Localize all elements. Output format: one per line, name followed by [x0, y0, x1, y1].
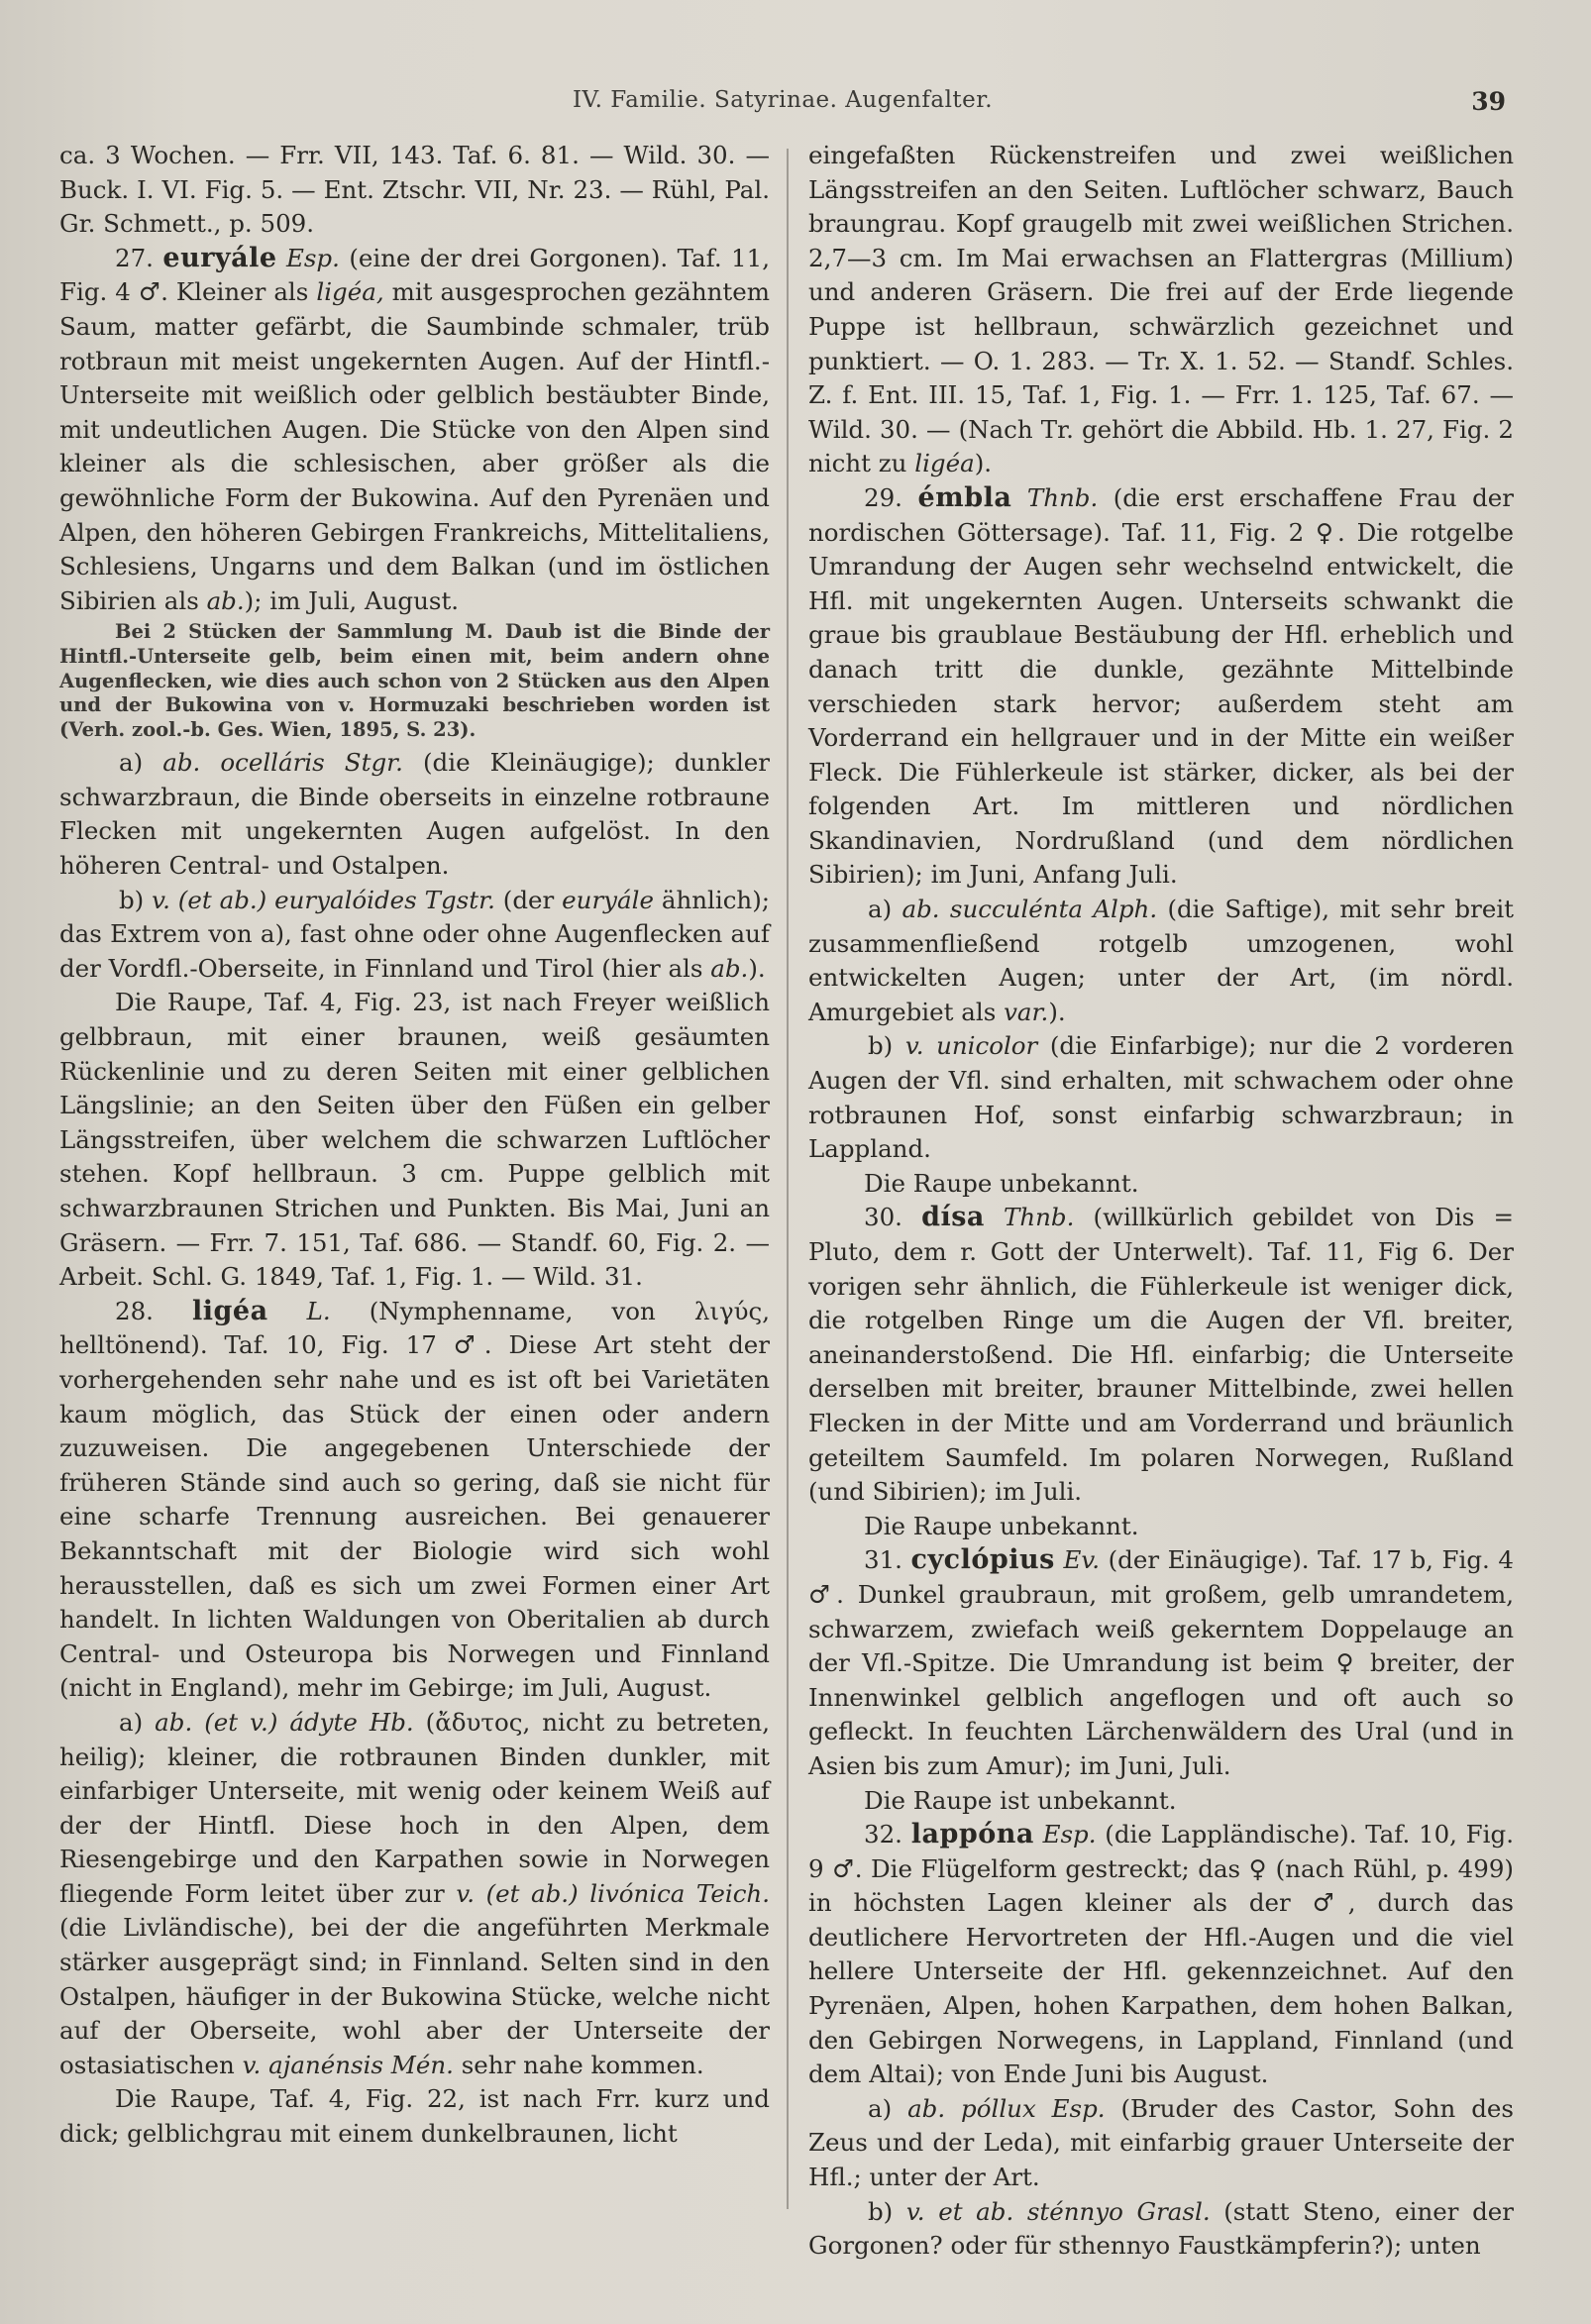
variety-name: ab. succulénta Alph.	[902, 895, 1158, 924]
entry-text: (der Einäugige). Taf. 17 b, Fig. 4 ♂. Dunkel graubraun, mit großem, gelb umrandetem, schwarzem, zwiefach weiß gekerntem Doppelauge an der Vfl.-Spitze. Die Umrandung ist beim ♀ breiter, der Innenwinkel gelblich angeflogen und oft auch so gefleckt. In feuchten Lärchenwäldern des Ural (und in Asien bis zum Amur); im Juni, Juli.	[808, 1545, 1514, 1780]
larva-paragraph: Die Raupe, Taf. 4, Fig. 22, ist nach Frr. kurz und dick; gelblichgrau mit einem dunkelbraunen, licht	[59, 2084, 770, 2149]
variety-b	[59, 884, 770, 987]
variety-name: ab. póllux Esp.	[907, 2093, 1106, 2123]
entry-text: eingefaßten Rückenstreifen und zwei weißlichen Längsstreifen an den Seiten. Luftlöcher schwarz, Bauch braungrau. Kopf graugelb mit zwei weißlichen Strichen. 2,7—3 cm. Im Mai erwachsen an Flattergras (Millium) und anderen Gräsern. Die frei auf der Erde liegende Puppe ist hellbraun, schwärzlich gezeichnet und punktiert. — O. 1. 283. — Tr. X. 1. 52. — Standf. Schles. Z. f. Ent. III. 15, Taf. 1, Fig. 1. — Frr. 1. 125, Taf. 67. — Wild. 30. — (Nach Tr. gehört die Abbild. Hb. 1. 27, Fig. 2 nicht zu	[808, 141, 1514, 478]
entry-text: (der	[494, 885, 563, 914]
species-name: lappóna	[910, 1819, 1034, 1850]
entry-text: sehr nahe kommen.	[453, 2050, 704, 2079]
footnote-small: Bei 2 Stücken der Sammlung M. Daub ist die Binde der Hintfl.-Unterseite gelb, beim einen mit, beim andern ohne Augenflecken, wie dies auch schon von 2 Stücken aus den Alpen und der Bukowina von v. Hormuzaki beschrieben worden ist (Verh. zool.-b. Ges. Wien, 1895, S. 23).	[59, 620, 770, 741]
species-name: dísa	[921, 1202, 985, 1233]
entry-text: (eine der drei Gorgonen). Taf. 11, Fig. 4 ♂. Kleiner als	[59, 243, 771, 307]
entry-text: (die Lappländische). Taf. 10, Fig. 9 ♂. Die Flügelform gestreckt; das ♀ (nach Rühl, p. 499) in höchsten Lagen kleiner als der ♂, durch das deutlichere Hervortreten der Hfl.-Augen und die viel hellere Unterseite der Hfl. gekennzeichnet. Auf den Pyrenäen, Alpen, hohen Karpathen, dem hohen Balkan, den Gebirgen Norwegens, in Lappland, Finnland (und dem Altai); von Ende Juni bis August.	[808, 1820, 1514, 2089]
column-divider	[787, 149, 789, 2209]
larva-paragraph: Die Raupe unbekannt.	[864, 1168, 1139, 1198]
entry-text: (die Einfarbige); nur die 2 vorderen Augen der Vfl. sind erhalten, mit schwachem oder ohne rotbraunen Hof, sonst einfarbig schwarzbraun; in Lappland.	[808, 1031, 1514, 1164]
entry-text: ).	[974, 449, 993, 478]
paragraph-continuation	[808, 139, 1514, 481]
variety-name: ab. ocelláris Stgr.	[162, 748, 403, 778]
entry-number: 29.	[864, 482, 902, 512]
variety-name: v. ajanénsis Mén.	[242, 2050, 454, 2079]
list-marker: a)	[119, 1707, 156, 1737]
variety-b	[808, 1029, 1514, 1166]
larva-paragraph: Die Raupe, Taf. 4, Fig. 23, ist nach Freyer weißlich gelbbraun, mit einer braunen, weiß gesäumten Rückenlinie und zu deren Seiten mit einer gelblichen Längslinie; an den Seiten über den Füßen ein gelber Längsstreifen, über welchem die schwarzen Luftlöcher stehen. Kopf hellbraun. 3 cm. Puppe gelblich mit schwarzbraunen Strichen und Punkten. Bis Mai, Juni an Gräsern. — Frr. 7. 151, Taf. 686. — Standf. 60, Fig. 2. — Arbeit. Schl. G. 1849, Taf. 1, Fig. 1. — Wild. 31.	[59, 988, 770, 1292]
entry-text: (Bruder des Castor, Sohn des Zeus und der Leda), mit einfarbig grauer Unterseite der Hfl.; unter der Art.	[808, 2093, 1514, 2192]
species-ref: euryále	[562, 885, 654, 914]
entry-number: 31.	[864, 1545, 902, 1575]
list-marker: b)	[868, 1031, 905, 1061]
larva-paragraph: Die Raupe unbekannt.	[864, 1511, 1139, 1540]
variety-a	[59, 746, 770, 883]
variety-a	[59, 1706, 770, 2083]
abbr-ab: ab.	[710, 953, 749, 983]
entry-text: (die erst erschaffene Frau der nordischen Göttersage). Taf. 11, Fig. 2 ♀. Die rotgelbe Umrandung der Augen sehr wechselnd entwickelt, die Hfl. mit ungekernten Augen. Unterseits schwankt die graue bis graublaue Bestäubung der Hfl. erheblich und danach tritt die dunkle, gezähnte Mittelbinde verschieden stark hervor; außerdem steht am Vorderrand ein hellgrauer und in der Mitte ein weißer Fleck. Die Fühlerkeule ist stärker, dicker, als bei der folgenden Art. Im mittleren und nördlichen Skandinavien, Nordrußland (und dem nördlichen Sibirien); im Juni, Anfang Juli.	[808, 482, 1514, 890]
entry-text: ).	[748, 953, 766, 983]
right-column	[808, 139, 1514, 2264]
abbr-var: var.	[1004, 997, 1049, 1026]
entry-text: ähnlich); das Extrem von a), fast ohne oder ohne Augenflecken auf der Vordfl.-Oberseite, in Finnland und Tirol (hier als	[59, 885, 771, 983]
variety-a	[808, 893, 1514, 1029]
variety-name: v. et ab. sténnyo Grasl.	[905, 2196, 1211, 2226]
species-entry-28	[59, 1295, 770, 1706]
variety-name: v. (et ab.) euryalóides Tgstr.	[152, 885, 495, 914]
entry-text: (willkürlich gebildet von Dis = Pluto, dem r. Gott der Unterwelt). Taf. 11, Fig 6. Der vorigen sehr ähnlich, die Fühlerkeule ist weniger dick, die rotgelben Ringe um die Augen der Vfl. breiter, aneinanderstoßend. Die Hfl. einfarbig; die Unterseite derselben mit breiter, brauner Mittelbinde, zwei hellen Flecken in der Mitte und am Vorderrand und bräunlich geteiltem Saumfeld. Im polaren Norwegen, Rußland (und Sibirien); im Juli.	[808, 1203, 1514, 1507]
variety-name: ab. (et v.) ádyte Hb.	[155, 1707, 414, 1737]
entry-text: mit ausgesprochen gezähntem Saum, matter gefärbt, die Saumbinde schmaler, trüb rotbraun mit meist ungekernten Augen. Auf der Hintfl.-Unterseite mit weißlich oder gelblich bestäubter Binde, mit undeutlichen Augen. Die Stücke von den Alpen sind kleiner als die schlesischen, aber größer als die gewöhnliche Form der Bukowina. Auf den Pyrenäen und Alpen, den höheren Gebirgen Frankreichs, Mittelitaliens, Schlesiens, Ungarns und dem Balkan (und im östlichen Sibirien als	[59, 277, 770, 615]
paragraph-continuation: ca. 3 Wochen. — Frr. VII, 143. Taf. 6. 81. — Wild. 30. — Buck. I. VI. Fig. 5. — Ent. Ztschr. VII, Nr. 23. — Rühl, Pal. Gr. Schmett., p. 509.	[59, 141, 770, 239]
species-author: Esp.	[285, 243, 340, 272]
entry-text: (die Livländische), bei der die angeführten Merkmale stärker ausgeprägt sind; in Finnland. Selten sind in den Ostalpen, häufiger in der Bukowina Stücke, welche nicht auf der Oberseite, wohl aber der Unterseite der ostasiatischen	[59, 1913, 770, 2079]
larva-paragraph: Die Raupe ist unbekannt.	[864, 1785, 1177, 1815]
entry-number: 28.	[115, 1296, 154, 1325]
species-name: euryále	[162, 242, 277, 273]
entry-text: (Nymphenname, von λιγύς, helltönend). Taf. 10, Fig. 17 ♂. Diese Art steht der vorhergehenden sehr nahe und es ist oft bei Varietäten kaum möglich, das Stück der einen oder andern zuzuweisen. Die angegebenen Unterschiede der früheren Stände sind auch so gering, daß sie nicht für eine scharfe Trennung ausreichen. Bei genauerer Bekanntschaft mit der Biologie wird sich wohl herausstellen, daß es sich um zwei Formen einer Art handelt. In lichten Waldungen von Oberitalien ab durch Central- und Osteuropa bis Norwegen und Finnland (nicht in England), mehr im Gebirge; im Juli, August.	[59, 1296, 770, 1703]
species-name: ligéa	[192, 1295, 268, 1326]
variety-b	[808, 2195, 1514, 2264]
entry-text: (ἄδυτος, nicht zu betreten, heilig); kleiner, die rotbraunen Binden dunkler, mit einfarbiger Unterseite, mit wenig oder keinem Weiß auf der der Hintfl. Diese hoch in den Alpen, dem Riesengebirge und den Karpathen sowie in Norwegen fliegende Form leitet über zur	[59, 1707, 770, 1908]
species-entry-32	[808, 1818, 1514, 2092]
species-author: Thnb.	[1004, 1203, 1075, 1232]
entry-text: ); im Juli, August.	[244, 585, 460, 615]
list-marker: b)	[868, 2196, 906, 2226]
entry-number: 30.	[864, 1203, 902, 1232]
header-title: IV. Familie. Satyrinae. Augenfalter.	[572, 87, 994, 113]
page-number: 39	[1471, 87, 1506, 116]
abbr-ab: ab.	[206, 585, 245, 615]
variety-name: v. unicolor	[904, 1031, 1038, 1061]
species-ref: ligéa	[914, 449, 975, 478]
entry-text: (die Saftige), mit sehr breit zusammenfließend rotgelb umzogenen, wohl entwickelten Augen; unter der Art, (im nördl. Amurgebiet als	[808, 895, 1514, 1026]
variety-a	[808, 2092, 1514, 2195]
list-marker: a)	[868, 895, 902, 924]
variety-name: v. (et ab.) livónica Teich.	[456, 1878, 770, 1908]
species-entry-27	[59, 242, 770, 619]
entry-number: 32.	[864, 1820, 902, 1849]
entry-text: ).	[1048, 997, 1066, 1026]
entry-text: (statt Steno, einer der Gorgonen? oder für sthennyo Faustkämpferin?); unten	[808, 2196, 1514, 2261]
entry-text: (die Kleinäugige); dunkler schwarzbraun, die Binde oberseits in einzelne rotbraune Flecken mit ungekernten Augen aufgelöst. In den höheren Central- und Ostalpen.	[59, 748, 770, 881]
list-marker: a)	[119, 748, 163, 778]
species-entry-31	[808, 1543, 1514, 1783]
species-ref: ligéa,	[316, 277, 384, 307]
species-entry-30	[808, 1201, 1514, 1509]
running-header	[59, 87, 1506, 127]
species-author: Ev.	[1063, 1545, 1101, 1575]
left-column	[59, 139, 770, 2152]
entry-number: 27.	[115, 243, 154, 272]
species-name: émbla	[917, 481, 1012, 513]
species-author: L.	[306, 1296, 331, 1325]
list-marker: a)	[868, 2093, 908, 2123]
species-author: Thnb.	[1026, 482, 1099, 512]
list-marker: b)	[119, 885, 153, 914]
species-entry-29	[808, 481, 1514, 893]
species-name: cyclópius	[910, 1544, 1055, 1576]
species-author: Esp.	[1042, 1820, 1097, 1849]
